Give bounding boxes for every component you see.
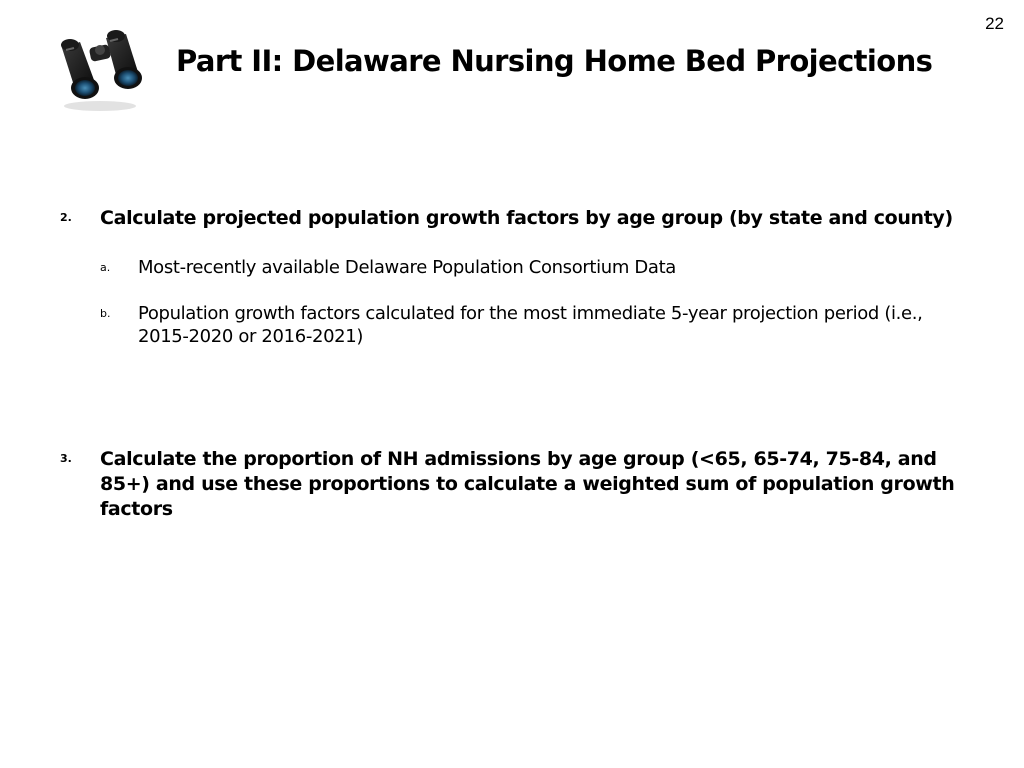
sub-item-text: Population growth factors calculated for the most immediate 5-year projection period (i.e., 2015-2020 or 2016-2021) bbox=[138, 303, 923, 347]
list-item-2 bbox=[60, 206, 960, 231]
list-item-number: 2. bbox=[60, 211, 72, 224]
sub-item-letter: b. bbox=[100, 307, 111, 320]
list-item-3 bbox=[60, 447, 960, 522]
slide-title: Part II: Delaware Nursing Home Bed Projections bbox=[176, 44, 933, 78]
sub-item-letter: a. bbox=[100, 261, 111, 274]
list-item-text: Calculate projected population growth factors by age group (by state and county) bbox=[100, 207, 953, 229]
sub-item-a bbox=[100, 256, 930, 279]
sub-item-text: Most-recently available Delaware Population Consortium Data bbox=[138, 257, 676, 278]
list-item-text: Calculate the proportion of NH admissions by age group (<65, 65-74, 75-84, and 85+) and use these proportions to calculate a weighted sum of population growth factors bbox=[100, 448, 955, 520]
page-number: 22 bbox=[985, 14, 1004, 33]
binoculars-icon bbox=[54, 28, 146, 112]
sub-item-b bbox=[100, 302, 930, 348]
list-item-number: 3. bbox=[60, 452, 72, 465]
